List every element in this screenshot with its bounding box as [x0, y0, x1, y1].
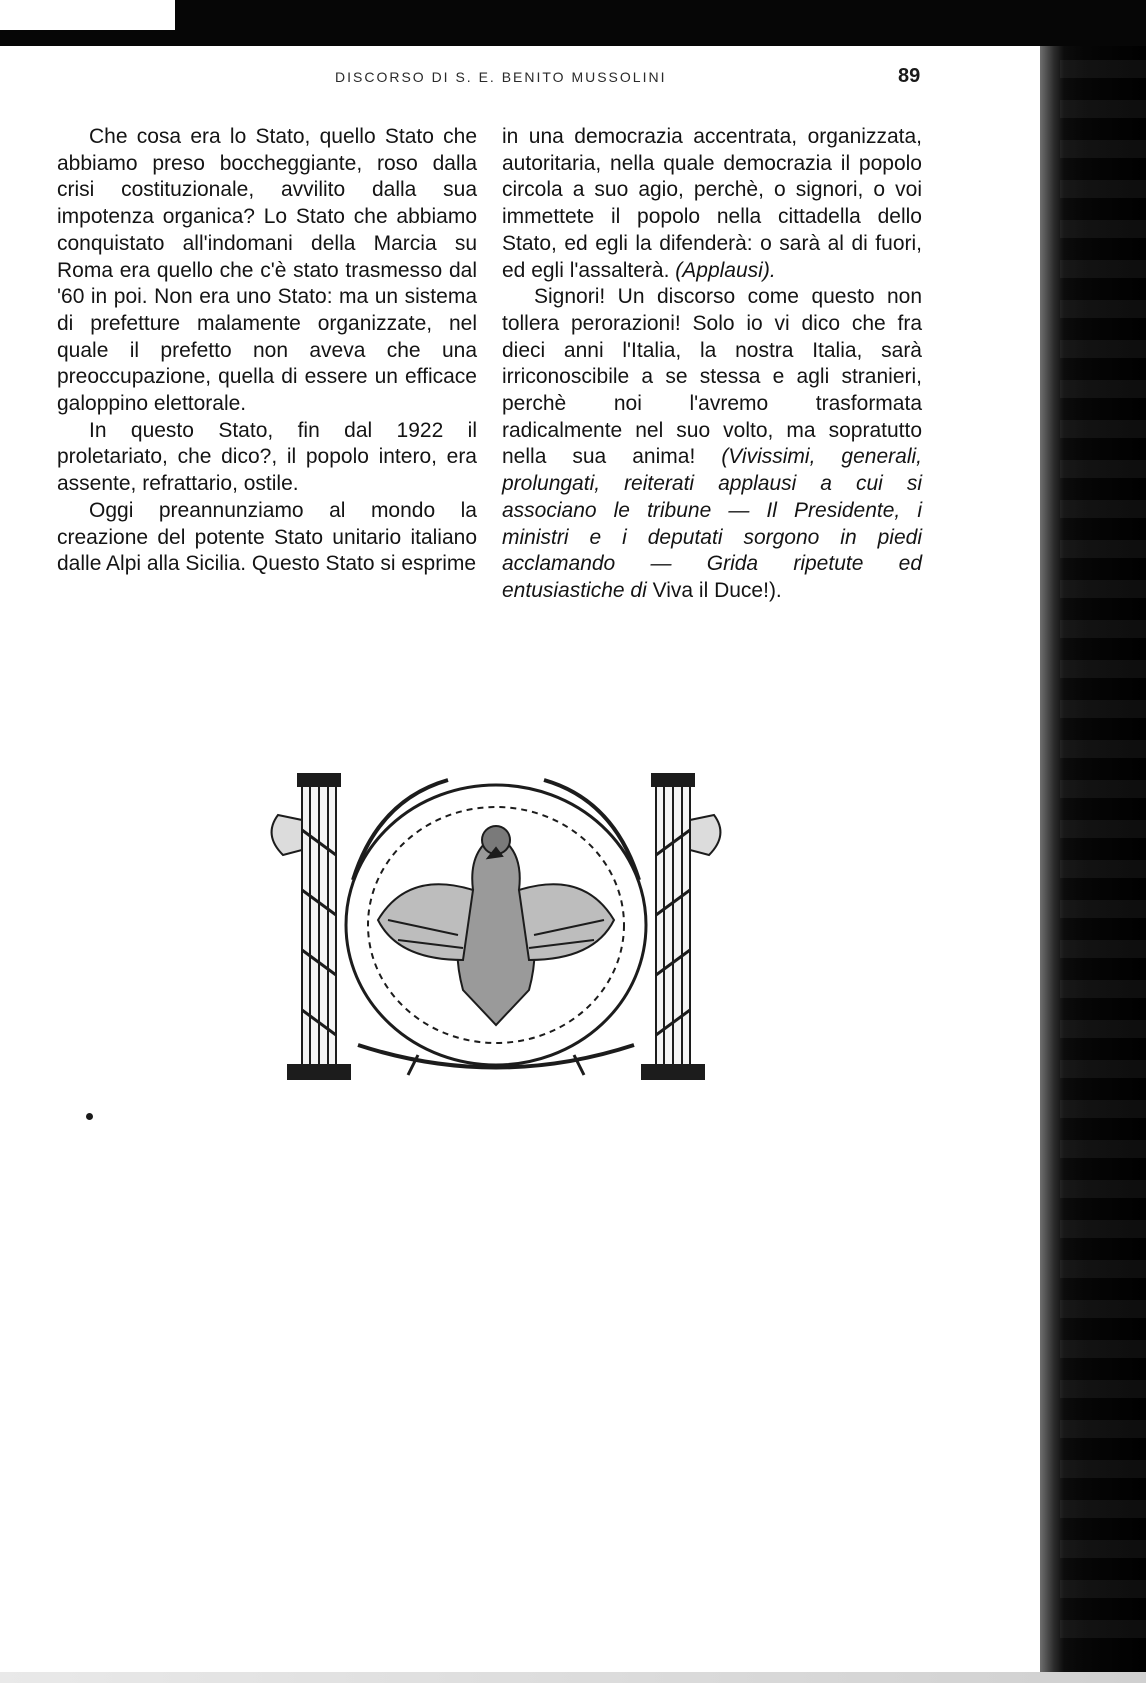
right-column — [502, 124, 922, 605]
paragraph — [502, 284, 922, 604]
page-number: 89 — [898, 65, 921, 87]
paragraph: Che cosa era lo Stato, quello Stato che abbiamo preso boccheggiante, roso dalla crisi costituzionale, avvilito dalla sua impotenza organica? Lo Stato che abbiamo conquistato all'indomani della Marcia su Roma era quello che c'è stato trasmesso dal '60 in poi. Non era uno Stato: ma un sistema di prefetture malamente organizzate, nel quale il prefetto non aveva che una preoccupazione, quella di essere un efficace galoppino elettorale. — [57, 125, 477, 416]
stray-ink-dot — [86, 1113, 93, 1120]
paragraph-text: Signori! Un discorso come questo non tollera perorazioni! Solo io vi dico che fra dieci anni l'Italia, la nostra Italia, sarà irriconoscibile a se stessa e agli stranieri, perchè noi l'avremo trasformata radicalmente nel suo volto, ma sopratutto nella sua anima! — [502, 285, 922, 469]
scan-bottom-edge — [0, 1672, 1146, 1683]
paragraph: Oggi preannunziamo al mondo la creazione del potente Stato unitario italiano dalle Alpi alla Sicilia. Questo Stato si esprime — [57, 498, 477, 576]
paragraph: In questo Stato, fin dal 1922 il proletariato, che dico?, il popolo intero, era assente, refrattario, ostile. — [57, 418, 477, 496]
acclamation: Viva il Duce!). — [652, 578, 782, 602]
paragraph-text: in una democrazia accentrata, organizzata, autoritaria, nella quale democrazia il popolo circola a suo agio, perchè, o signori, o voi immettete il popolo nella cittadella dello Stato, ed egli la difenderà: o sarà al di fuori, ed egli l'assalterà. — [502, 125, 922, 282]
scan-right-texture — [1060, 60, 1146, 1660]
paragraph — [502, 124, 922, 284]
scan-top-notch — [0, 0, 175, 30]
stage-direction: (Vivissimi, generali, prolungati, reiterati applausi a cui si associano le tribune — Il Presidente, i ministri e i deputati sorgono in piedi acclamando — Grida ripetute ed entusiastiche di — [502, 445, 922, 602]
applause-note: (Applausi). — [675, 258, 776, 282]
eagle-fasces-emblem-icon — [258, 760, 734, 1082]
left-column — [57, 124, 477, 578]
running-head: DISCORSO DI S. E. BENITO MUSSOLINI — [335, 69, 667, 85]
